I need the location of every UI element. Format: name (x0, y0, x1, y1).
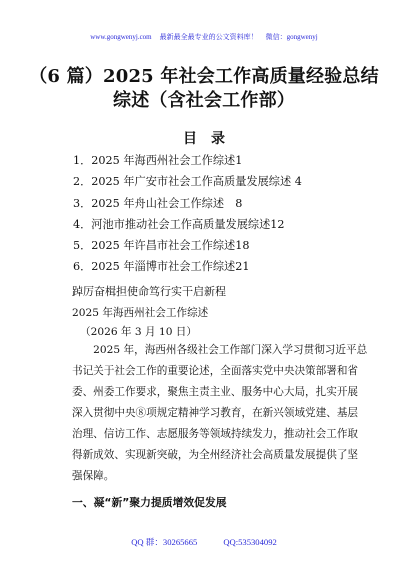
header-website[interactable]: www.gongwenyj.com (90, 33, 152, 41)
footer-qq: QQ:535304092 (223, 537, 277, 547)
document-title-line-1: （6 篇）2025 年社会工作高质量经验总结 (29, 66, 379, 87)
article-name: 2025 年海西州社会工作综述 (72, 307, 209, 319)
article-paragraph (72, 340, 368, 487)
paragraph-line: 2025 年，海西州各级社会工作部门深入学习贯彻习近平总 (72, 344, 368, 356)
footer-contact-line (0, 536, 408, 548)
toc-item[interactable]: 2．2025 年广安市社会工作高质量发展综述 4 (73, 175, 302, 189)
toc-list (73, 150, 302, 278)
paragraph-line: 强保障。 (72, 470, 115, 482)
header-slogan: 最新最全最专业的公文资料库！ (159, 33, 258, 41)
paragraph-line: 深入贯彻中央⑧项规定精神学习教育，在新兴领域党建、基层 (72, 407, 359, 419)
article-date: （2026 年 3 月 10 日） (80, 326, 197, 338)
article-subtitle: 踔厉奋楫担使命笃行实干启新程 (72, 285, 226, 298)
section-heading-1: 一、凝“新”聚力提质增效促发展 (72, 496, 227, 509)
header-wechat: 微信：gongwenyj (265, 33, 318, 41)
paragraph-line: 治理、信访工作、志愿服务等领域持续发力，推动社会工作取 (72, 428, 359, 440)
header-contact-line (0, 32, 408, 42)
toc-item[interactable]: 5．2025 年许昌市社会工作综述18 (73, 239, 250, 253)
toc-item[interactable]: 3．2025 年舟山社会工作综述 8 (73, 196, 243, 210)
paragraph-line: 得新成效、实现新突破，为全州经济社会高质量发展提供了坚 (72, 449, 359, 461)
footer-qq-group: QQ 群：30265665 (131, 537, 198, 547)
document-title-line-2: 综述（含社会工作部） (113, 90, 295, 111)
toc-item[interactable]: 4．河池市推动社会工作高质量发展综述12 (73, 217, 285, 231)
toc-heading: 目录 (183, 131, 239, 147)
toc-item[interactable]: 6．2025 年淄博市社会工作综述21 (73, 260, 250, 274)
toc-item[interactable]: 1．2025 年海西州社会工作综述1 (73, 154, 243, 167)
paragraph-line: 委、州委工作要求，聚焦主责主业、服务中心大局，扎实开展 (72, 386, 359, 398)
paragraph-line: 书记关于社会工作的重要论述，全面落实党中央决策部署和省 (72, 365, 359, 377)
